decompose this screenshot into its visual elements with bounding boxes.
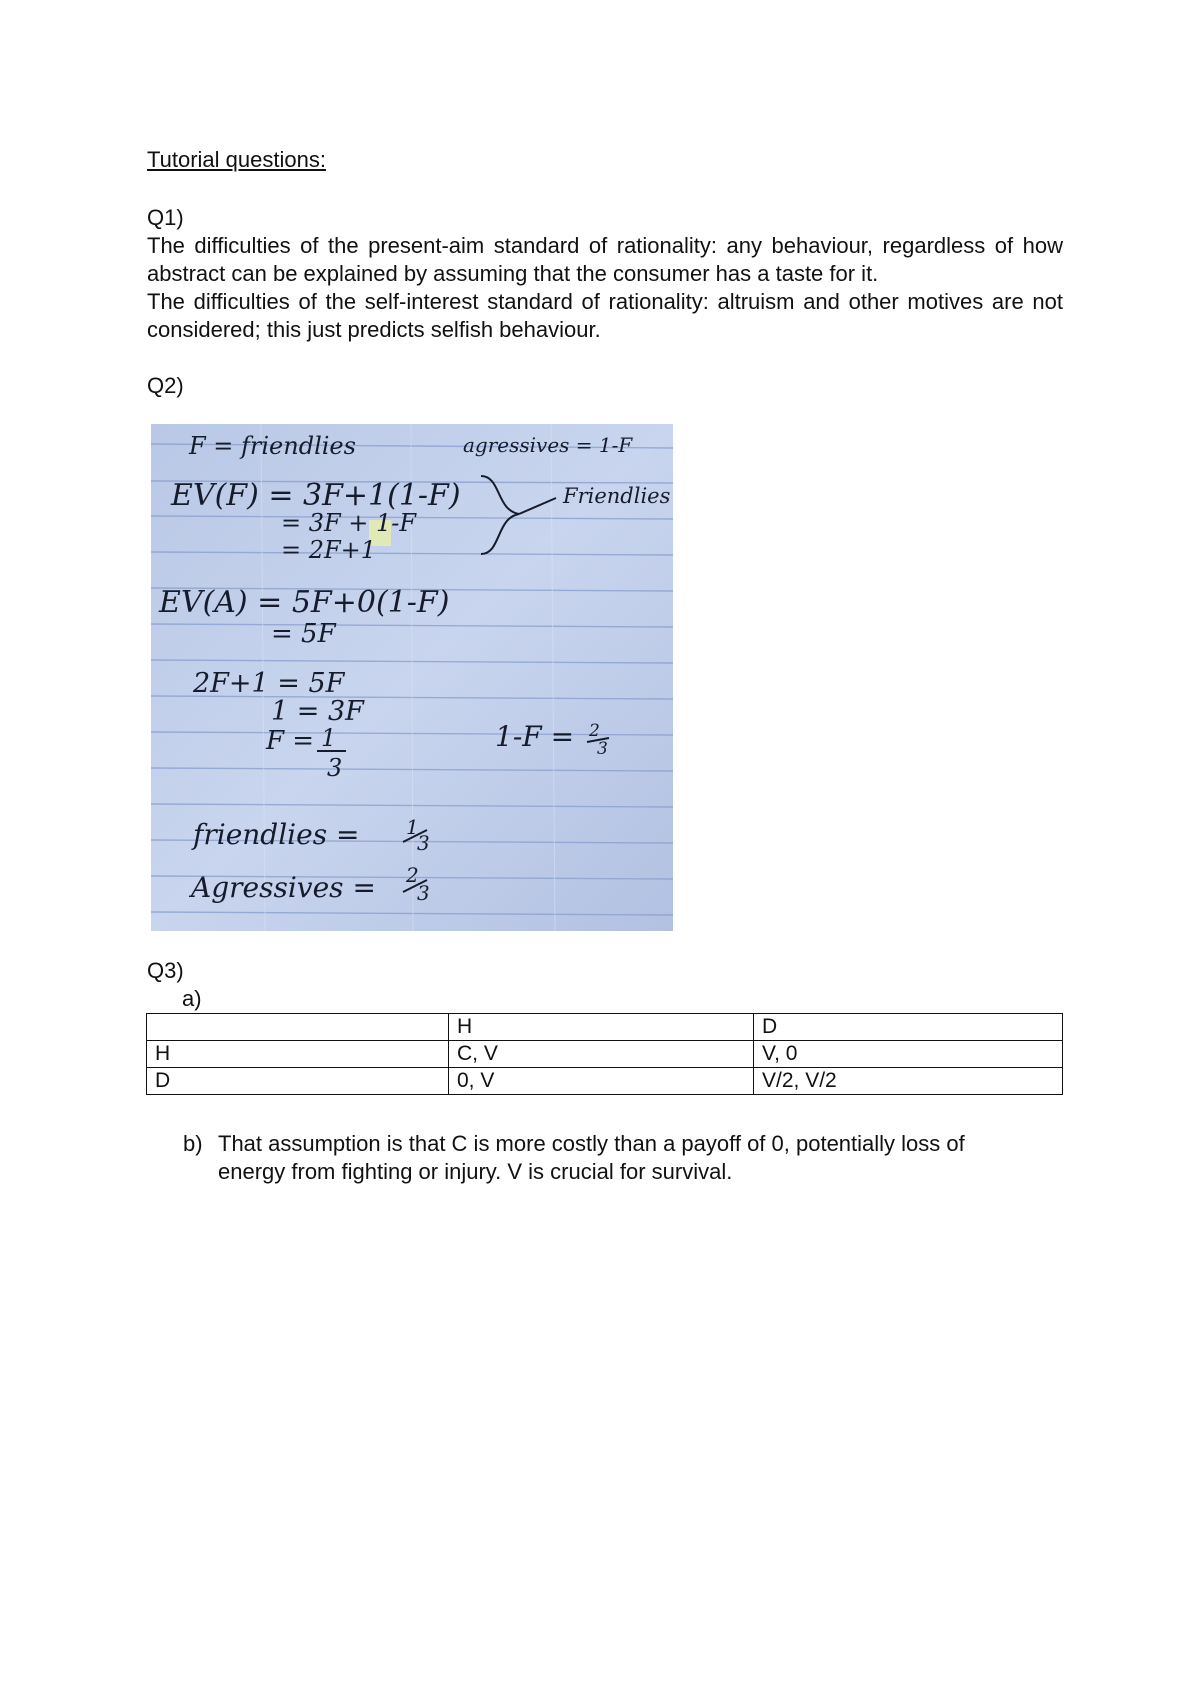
note-fraction-numerator: 1 bbox=[321, 724, 337, 752]
note-result-aggressives: Agressives = bbox=[191, 871, 376, 904]
note-brace-label: Friendlies bbox=[563, 484, 671, 508]
table-row-label-d: D bbox=[147, 1068, 449, 1095]
note-equation-2: 1 = 3F bbox=[271, 696, 364, 727]
q2-label: Q2) bbox=[147, 373, 184, 398]
q3-part-a-label: a) bbox=[182, 986, 202, 1011]
table-header-h: H bbox=[449, 1014, 754, 1041]
table-cell: C, V bbox=[449, 1041, 754, 1068]
note-equation-1: 2F+1 = 5F bbox=[193, 668, 345, 699]
q3-part-b-answer bbox=[218, 1130, 1063, 1186]
handwritten-notes-photo bbox=[151, 424, 673, 931]
note-result-a-den: 3 bbox=[417, 881, 430, 905]
q1-paragraph-present-aim: The difficulties of the present-aim standard of rationality: any behaviour, regardless of how abstract can be explained by assuming that the consumer has a taste for it. bbox=[147, 233, 1063, 286]
note-result-a-num: 2 bbox=[406, 863, 419, 887]
payoff-matrix bbox=[146, 1013, 1063, 1095]
note-result-friendlies: friendlies = bbox=[193, 818, 360, 851]
note-ev-friendly-1: EV(F) = 3F+1(1-F) bbox=[171, 478, 461, 513]
note-result-f-den: 3 bbox=[417, 831, 430, 855]
table-row-label-h: H bbox=[147, 1041, 449, 1068]
note-result-f-num: 1 bbox=[406, 815, 419, 839]
q1-label: Q1) bbox=[147, 205, 184, 230]
note-two-thirds-den: 3 bbox=[597, 739, 608, 759]
table-cell: 0, V bbox=[449, 1068, 754, 1095]
table-row bbox=[147, 1041, 1063, 1068]
q3-part-b-label: b) bbox=[183, 1131, 203, 1156]
note-def-aggressives: agressives = 1-F bbox=[463, 433, 633, 457]
note-ev-aggressive-2: = 5F bbox=[271, 619, 336, 649]
q3-part-b-line-1: That assumption is that C is more costly than a payoff of 0, potentially loss of bbox=[218, 1131, 965, 1156]
note-def-friendlies: F = friendlies bbox=[189, 432, 356, 460]
q1-paragraph-self-interest: The difficulties of the self-interest standard of rationality: altruism and other motives are not considered; this just predicts selfish behaviour. bbox=[147, 289, 1063, 342]
table-header-d: D bbox=[754, 1014, 1063, 1041]
note-fraction-denominator: 3 bbox=[327, 754, 343, 782]
document-title: Tutorial questions: bbox=[147, 147, 326, 172]
note-equation-3: F = bbox=[266, 726, 315, 756]
note-two-thirds-num: 2 bbox=[589, 721, 600, 741]
note-one-minus-f: 1-F = bbox=[495, 720, 575, 753]
note-ev-friendly-2: = 3F + 1-F bbox=[281, 509, 417, 537]
note-ev-friendly-3: = 2F+1 bbox=[281, 536, 377, 564]
table-cell: V, 0 bbox=[754, 1041, 1063, 1068]
q3-label: Q3) bbox=[147, 958, 184, 983]
table-row bbox=[147, 1014, 1063, 1041]
table-cell bbox=[147, 1014, 449, 1041]
note-ev-aggressive-1: EV(A) = 5F+0(1-F) bbox=[159, 585, 450, 620]
table-cell: V/2, V/2 bbox=[754, 1068, 1063, 1095]
table-row bbox=[147, 1068, 1063, 1095]
q3-part-b-line-2: energy from fighting or injury. V is crucial for survival. bbox=[218, 1159, 733, 1184]
q1-answer bbox=[147, 232, 1063, 344]
